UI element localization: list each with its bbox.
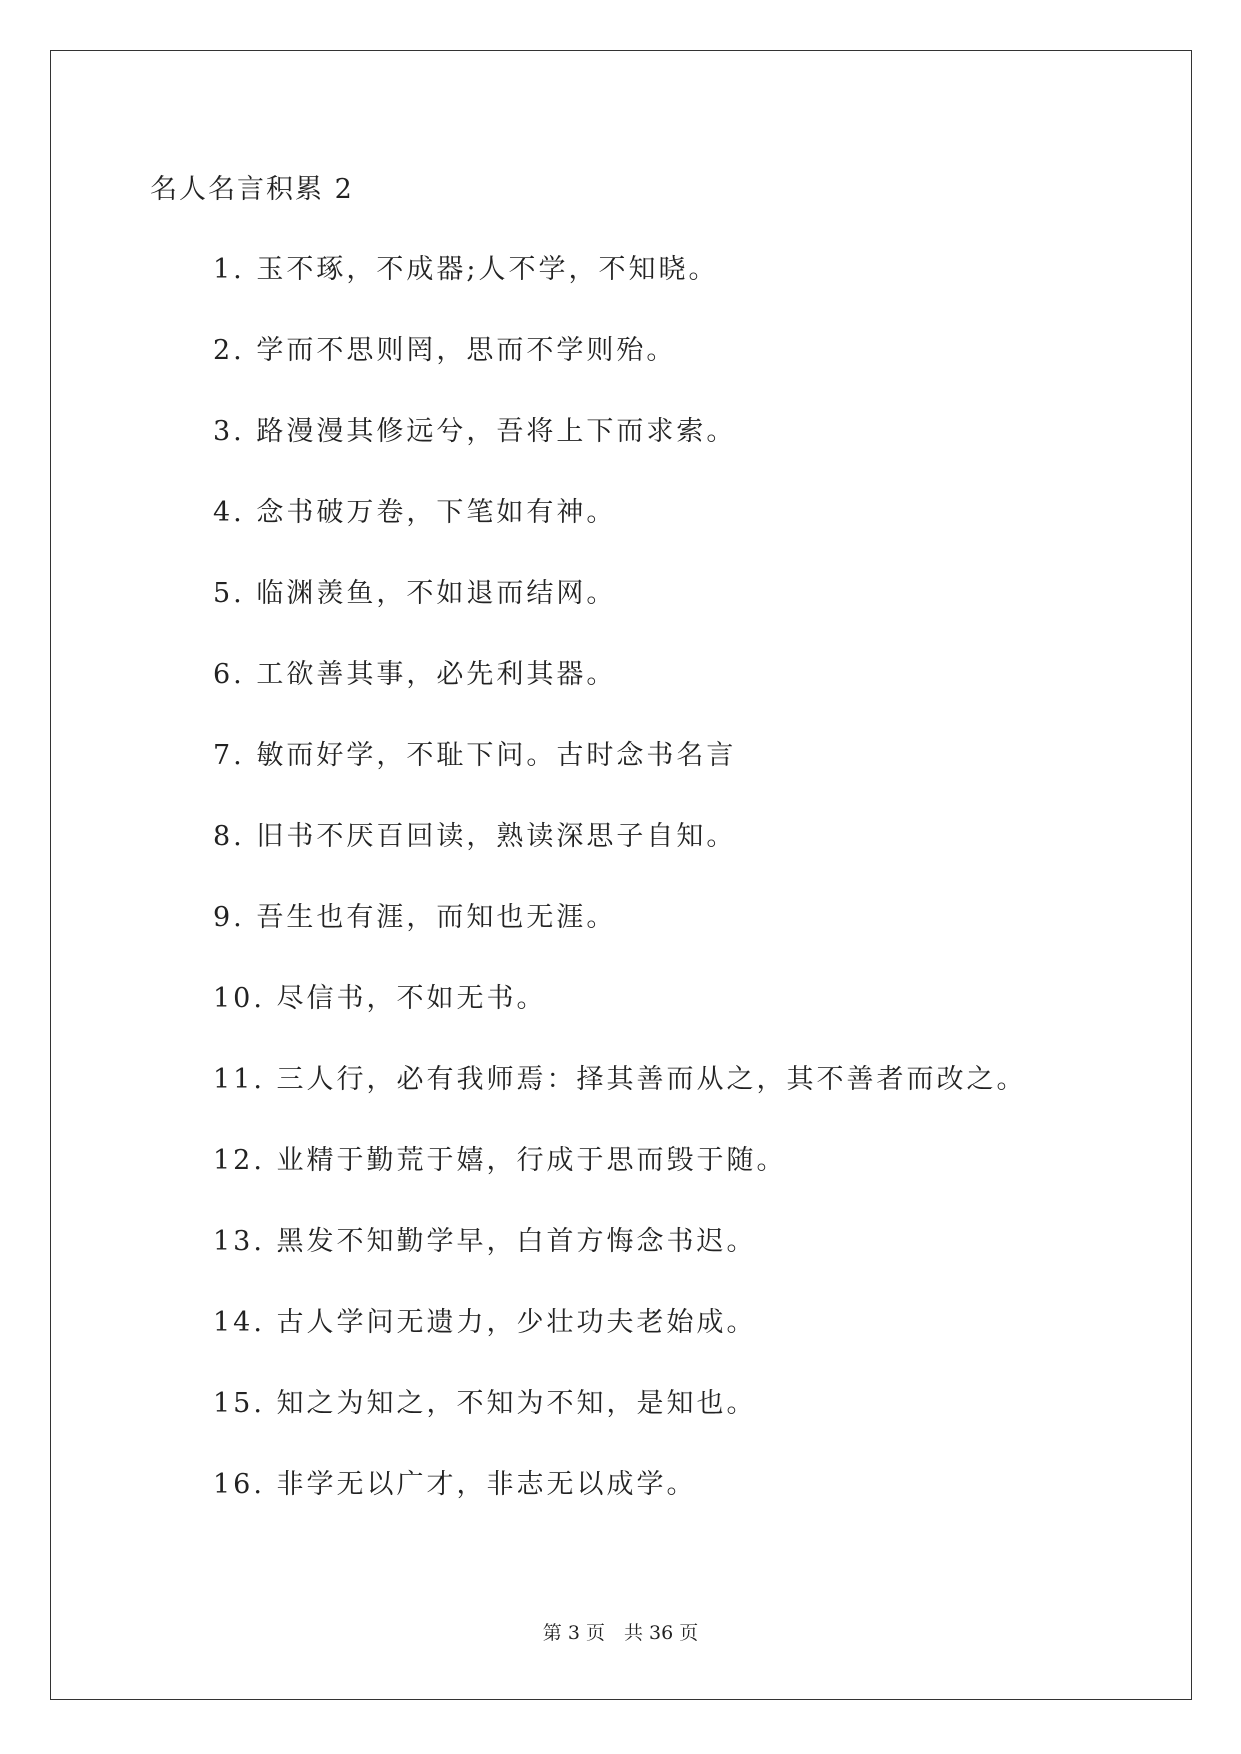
- quote-item: 5. 临渊羡鱼，不如退而结网。: [213, 578, 617, 609]
- quote-item: 10. 尽信书，不如无书。: [213, 983, 547, 1014]
- quote-item: 15. 知之为知之，不知为不知，是知也。: [213, 1388, 757, 1419]
- quote-item: 3. 路漫漫其修远兮，吾将上下而求索。: [213, 416, 737, 447]
- quote-item: 4. 念书破万卷，下笔如有神。: [213, 497, 617, 528]
- document-title: 名人名言积累 2: [150, 174, 354, 205]
- quote-item: 2. 学而不思则罔，思而不学则殆。: [213, 335, 677, 366]
- quote-item: 16. 非学无以广才，非志无以成学。: [213, 1469, 697, 1500]
- quote-list: [213, 252, 1027, 1548]
- quote-item: 12. 业精于勤荒于嬉，行成于思而毁于随。: [213, 1145, 787, 1176]
- quote-item: 7. 敏而好学，不耻下问。古时念书名言: [213, 740, 737, 771]
- quote-item: 13. 黑发不知勤学早，白首方悔念书迟。: [213, 1226, 757, 1257]
- quote-item: 9. 吾生也有涯，而知也无涯。: [213, 902, 617, 933]
- quote-item: 14. 古人学问无遗力，少壮功夫老始成。: [213, 1307, 757, 1338]
- page-number-footer: 第 3 页 共 36 页: [542, 1622, 699, 1644]
- quote-item: 6. 工欲善其事，必先利其器。: [213, 659, 617, 690]
- quote-item: 1. 玉不琢，不成器;人不学，不知晓。: [213, 254, 719, 285]
- quote-item: 8. 旧书不厌百回读，熟读深思子自知。: [213, 821, 737, 852]
- quote-item: 11. 三人行，必有我师焉：择其善而从之，其不善者而改之。: [213, 1064, 1027, 1095]
